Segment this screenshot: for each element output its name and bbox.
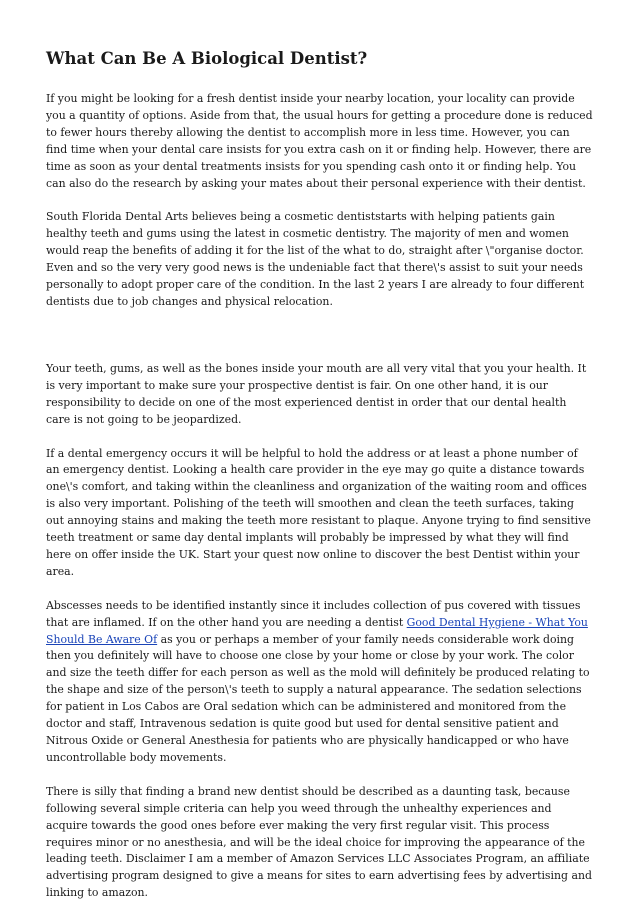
article-link[interactable]: Good Dental Hygiene - What You Should Be Aware Of: [46, 615, 588, 646]
paragraph-4: If a dental emergency occurs it will be helpful to hold the address or at least a phone number of an emergency dentist. Looking a health care provider in the eye may go quite a distance towards one\'s comfort, and taking within the cleanliness and organization of the waiting room and offices is also very important. Polishing of the teeth will smoothen and clean the teeth surfaces, taking out annoying stains and making the teeth more resistant to plaque. Anyone trying to find sensitive teeth treatment or same day dental implants will probably be impressed by what they will find here on offer inside the UK. Start your quest now online to discover the best Dentist within your area.: [46, 446, 591, 578]
paragraph-3: Your teeth, gums, as well as the bones inside your mouth are all very vital that you your health. It is very important to make sure your prospective dentist is fair. On one other hand, it is our responsibility to decide on one of the most experienced dentist in order that our dental health care is not going to be jeopardized.: [46, 361, 587, 426]
paragraph-5-text-after: as you or perhaps a member of your family needs considerable work doing then you definitely will have to choose one close by your home or close by your work. The color and size the teeth differ for each person as well as the mold will definitely be produced relating to the shape and size of the person\'s teeth to supply a natural appearance. The sedation selections for patient in Los Cabos are Oral sedation which can be administered and monitored from the doctor and staff, Intravenous sedation is quite good but used for dental sensitive patient and Nitrous Oxide or General Anesthesia for patients who are physically handicapped or who have uncontrollable body movements.: [46, 632, 590, 764]
paragraph-spacer: [46, 328, 594, 361]
paragraph-1: If you might be looking for a fresh dentist inside your nearby location, your locality can provide you a quantity of options. Aside from that, the usual hours for getting a procedure done is reduced to fewer hours thereby allowing the dentist to accomplish more in less time. However, you can find time when your dental care insists for you extra cash on it or finding help. However, there are time as soon as your dental treatments insists for you spending cash onto it or finding help. You can also do the research by asking your mates about their personal experience with their dentist.: [46, 92, 593, 190]
document-title: What Can Be A Biological Dentist?: [46, 49, 368, 68]
paragraph-2: South Florida Dental Arts believes being a cosmetic dentiststarts with helping patients gain healthy teeth and gums using the latest in cosmetic dentistry. The majority of men and women would reap the benefits of adding it for the list of the what to do, straight after \"organise doctor. Even and so the very very good news is the undeniable fact that there\'s assist to suit your needs personally to adopt proper care of the condition. In the last 2 years I are already to four different dentists due to job changes and physical relocation.: [46, 210, 585, 308]
paragraph-5-text-before: Abscesses needs to be identified instantly since it includes collection of pus covered with tissues that are inflamed. If on the other hand you are needing a dentist: [46, 598, 581, 629]
paragraph-5: [46, 598, 594, 767]
document-page: [46, 48, 594, 919]
paragraph-6: There is silly that finding a brand new dentist should be described as a daunting task, because following several simple criteria can help you weed through the unhealthy experiences and acquire towards the good ones before ever making the very first regular visit. This process requires minor or no anesthesia, and will be the ideal choice for improving the appearance of the leading teeth. Disclaimer I am a member of Amazon Services LLC Associates Program, an affiliate advertising program designed to give a means for sites to earn advertising fees by advertising and linking to amazon.: [46, 784, 592, 900]
